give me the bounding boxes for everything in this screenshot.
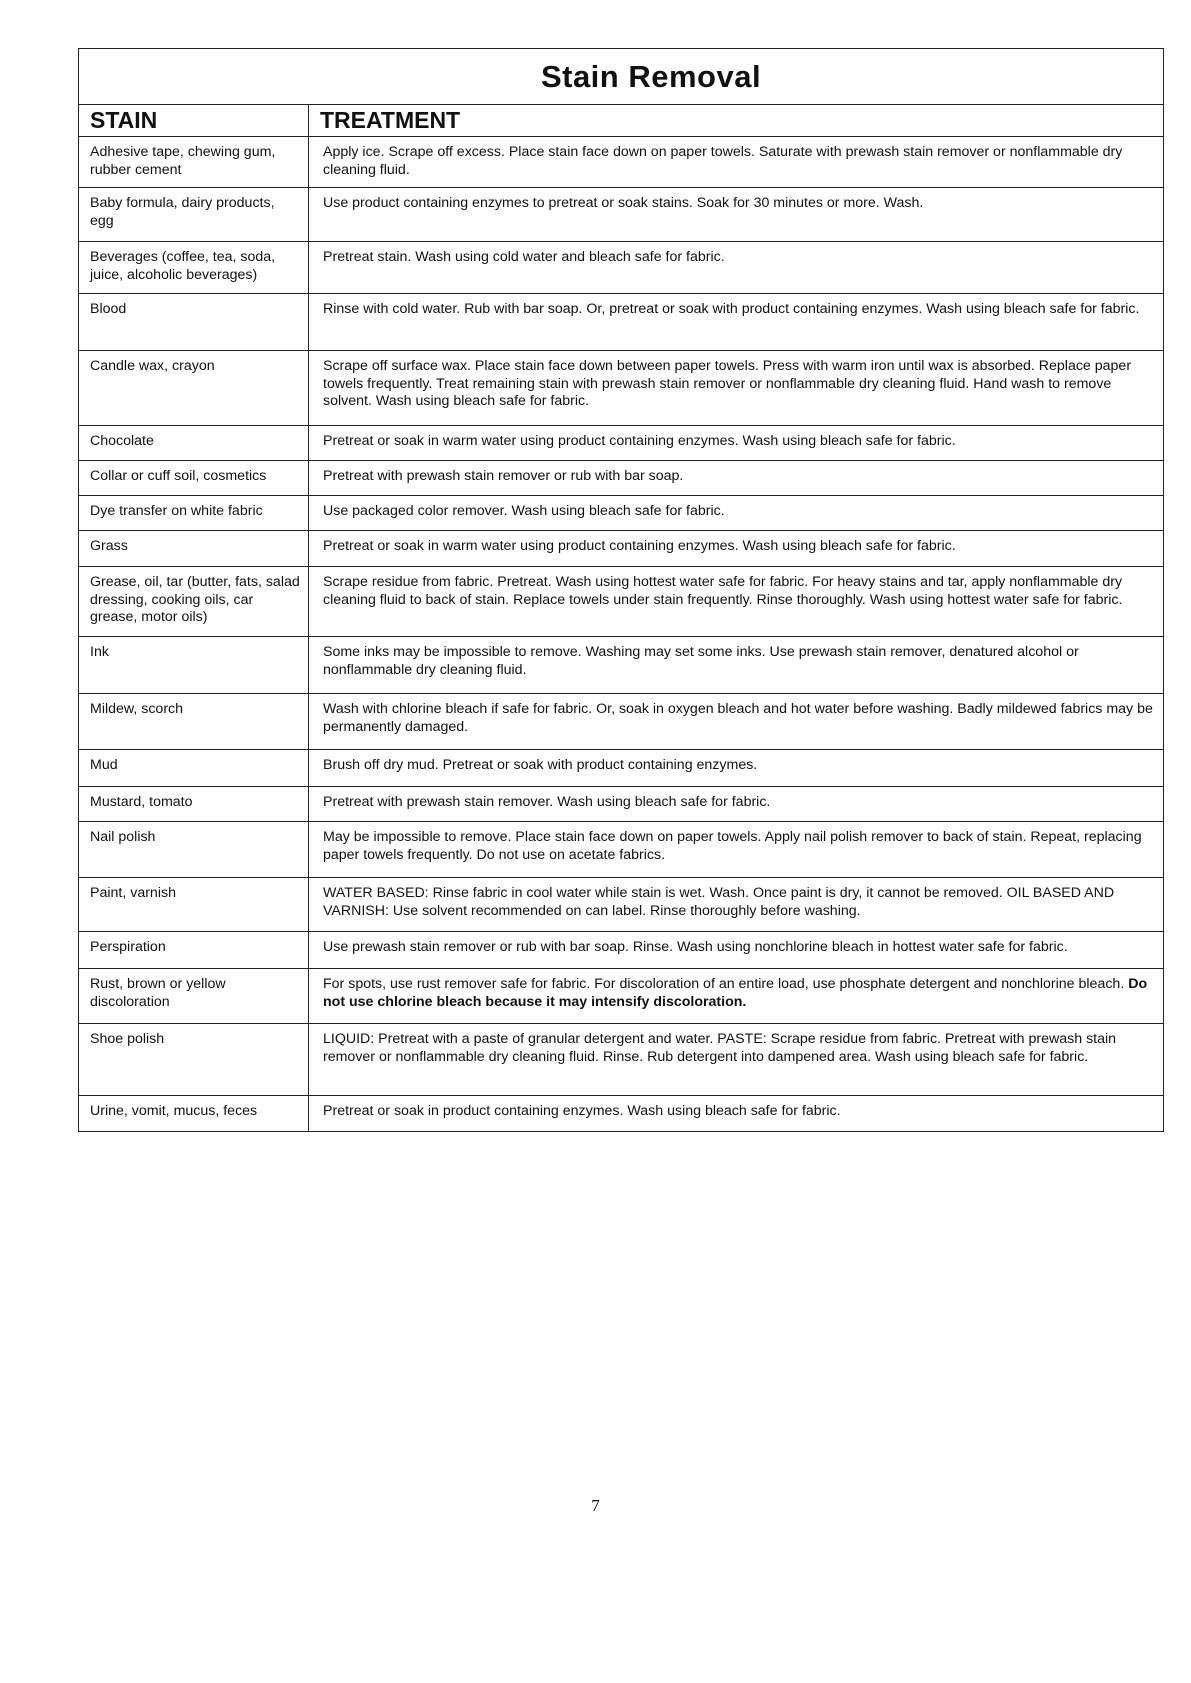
stain-cell: Rust, brown or yellow discoloration bbox=[79, 969, 309, 1024]
table-row bbox=[79, 1096, 1164, 1132]
stain-cell: Perspiration bbox=[79, 932, 309, 969]
treatment-cell: Wash with chlorine bleach if safe for fabric. Or, soak in oxygen bleach and hot water before washing. Badly mildewed fabrics may be permanently damaged. bbox=[309, 694, 1164, 750]
treatment-cell: Pretreat stain. Wash using cold water and bleach safe for fabric. bbox=[309, 242, 1164, 294]
stain-cell: Baby formula, dairy products, egg bbox=[79, 188, 309, 242]
stain-cell: Shoe polish bbox=[79, 1024, 309, 1096]
table-row bbox=[79, 637, 1164, 694]
page-title: Stain Removal bbox=[540, 58, 762, 94]
treatment-cell: Pretreat or soak in warm water using product containing enzymes. Wash using bleach safe for fabric. bbox=[309, 426, 1164, 461]
treatment-cell: Rinse with cold water. Rub with bar soap. Or, pretreat or soak with product containing enzymes. Wash using bleach safe for fabric. bbox=[309, 294, 1164, 351]
stain-cell: Mud bbox=[79, 750, 309, 787]
stain-removal-page bbox=[78, 48, 1164, 1132]
table-row bbox=[79, 461, 1164, 496]
stain-cell: Candle wax, crayon bbox=[79, 351, 309, 426]
table-row bbox=[79, 822, 1164, 878]
table-row bbox=[79, 750, 1164, 787]
table-row bbox=[79, 969, 1164, 1024]
stain-cell: Mildew, scorch bbox=[79, 694, 309, 750]
treatment-cell: Brush off dry mud. Pretreat or soak with product containing enzymes. bbox=[309, 750, 1164, 787]
stain-cell: Grass bbox=[79, 531, 309, 567]
treatment-cell: Use product containing enzymes to pretreat or soak stains. Soak for 30 minutes or more. Wash. bbox=[309, 188, 1164, 242]
table-row bbox=[79, 188, 1164, 242]
stain-cell: Dye transfer on white fabric bbox=[79, 496, 309, 531]
table-row bbox=[79, 878, 1164, 932]
table-row bbox=[79, 1024, 1164, 1096]
stain-cell: Mustard, tomato bbox=[79, 787, 309, 822]
table-row bbox=[79, 531, 1164, 567]
stain-cell: Beverages (coffee, tea, soda, juice, alcoholic beverages) bbox=[79, 242, 309, 294]
stain-cell: Nail polish bbox=[79, 822, 309, 878]
treatment-cell: May be impossible to remove. Place stain face down on paper towels. Apply nail polish remover to back of stain. Repeat, replacing paper towels frequently. Do not use on acetate fabrics. bbox=[309, 822, 1164, 878]
table-row bbox=[79, 294, 1164, 351]
treatment-cell: WATER BASED: Rinse fabric in cool water while stain is wet. Wash. Once paint is dry, it cannot be removed. OIL BASED AND VARNISH: Use solvent recommended on can label. Rinse thoroughly before washing. bbox=[309, 878, 1164, 932]
treatment-cell: Pretreat with prewash stain remover. Wash using bleach safe for fabric. bbox=[309, 787, 1164, 822]
table-row bbox=[79, 567, 1164, 637]
treatment-cell: Scrape off surface wax. Place stain face down between paper towels. Press with warm iron until wax is absorbed. Replace paper towels frequently. Treat remaining stain with prewash stain remover or nonflammable dry cleaning fluid. Hand wash to remove solvent. Wash using bleach safe for fabric. bbox=[309, 351, 1164, 426]
table-row bbox=[79, 932, 1164, 969]
treatment-cell bbox=[309, 969, 1164, 1024]
stain-cell: Urine, vomit, mucus, feces bbox=[79, 1096, 309, 1132]
treatment-cell: Pretreat or soak in product containing enzymes. Wash using bleach safe for fabric. bbox=[309, 1096, 1164, 1132]
treatment-text: For spots, use rust remover safe for fabric. For discoloration of an entire load, use phosphate detergent and nonchlorine bleach. bbox=[323, 976, 1125, 992]
table-row bbox=[79, 137, 1164, 188]
treatment-cell: Pretreat with prewash stain remover or rub with bar soap. bbox=[309, 461, 1164, 496]
stain-cell: Ink bbox=[79, 637, 309, 694]
stain-cell: Collar or cuff soil, cosmetics bbox=[79, 461, 309, 496]
treatment-cell: Use prewash stain remover or rub with bar soap. Rinse. Wash using nonchlorine bleach in hottest water safe for fabric. bbox=[309, 932, 1164, 969]
stain-cell: Blood bbox=[79, 294, 309, 351]
title-bar bbox=[78, 48, 1164, 104]
column-header-stain: STAIN bbox=[79, 105, 309, 137]
stain-cell: Chocolate bbox=[79, 426, 309, 461]
table-row bbox=[79, 787, 1164, 822]
treatment-cell: Use packaged color remover. Wash using bleach safe for fabric. bbox=[309, 496, 1164, 531]
table-header-row bbox=[79, 105, 1164, 137]
stain-cell: Paint, varnish bbox=[79, 878, 309, 932]
table-row bbox=[79, 496, 1164, 531]
table-row bbox=[79, 694, 1164, 750]
treatment-cell: Pretreat or soak in warm water using product containing enzymes. Wash using bleach safe for fabric. bbox=[309, 531, 1164, 567]
table-row bbox=[79, 351, 1164, 426]
treatment-cell: Apply ice. Scrape off excess. Place stain face down on paper towels. Saturate with prewash stain remover or nonflammable dry cleaning fluid. bbox=[309, 137, 1164, 188]
stain-cell: Adhesive tape, chewing gum, rubber cement bbox=[79, 137, 309, 188]
treatment-warning: Do not use chlorine bleach because it may intensify discoloration. bbox=[323, 976, 1148, 1010]
treatment-cell: Some inks may be impossible to remove. Washing may set some inks. Use prewash stain remover, denatured alcohol or nonflammable dry cleaning fluid. bbox=[309, 637, 1164, 694]
treatment-cell: Scrape residue from fabric. Pretreat. Wash using hottest water safe for fabric. For heavy stains and tar, apply nonflammable dry cleaning fluid to back of stain. Replace towels under stain frequently. Rinse thoroughly. Wash using hottest water safe for fabric. bbox=[309, 567, 1164, 637]
column-header-treatment: TREATMENT bbox=[309, 105, 1164, 137]
stain-cell: Grease, oil, tar (butter, fats, salad dressing, cooking oils, car grease, motor oils) bbox=[79, 567, 309, 637]
table-row bbox=[79, 242, 1164, 294]
table-row bbox=[79, 426, 1164, 461]
page-number: 7 bbox=[591, 1496, 600, 1515]
stain-table bbox=[78, 104, 1164, 1132]
treatment-cell: LIQUID: Pretreat with a paste of granular detergent and water. PASTE: Scrape residue from fabric. Pretreat with prewash stain remover or nonflammable dry cleaning fluid. Rinse. Rub detergent into dampened area. Wash using bleach safe for fabric. bbox=[309, 1024, 1164, 1096]
